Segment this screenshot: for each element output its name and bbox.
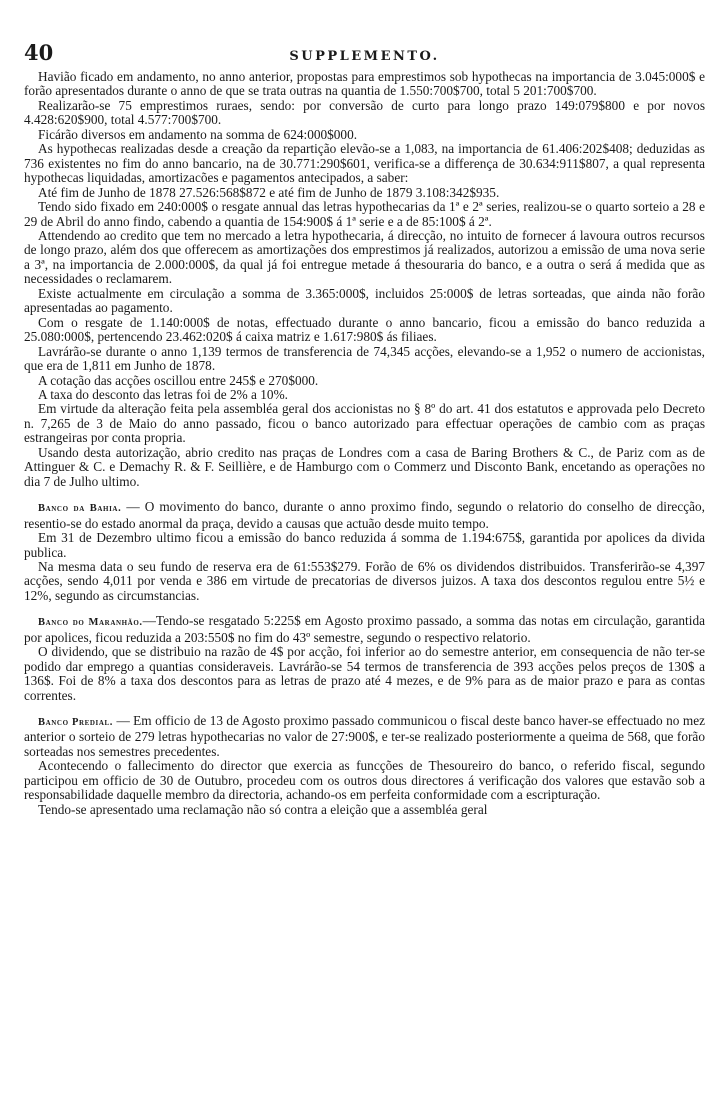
section-banco-bahia bbox=[24, 500, 705, 603]
paragraph: Havião ficado em andamento, no anno anterior, propostas para emprestimos sob hypothecas na importancia de 3.045:000$ e forão apresentados durante o anno de que se trata outras na quantia de 1.550:700$700, total 5 201:700$700. bbox=[24, 69, 705, 99]
paragraph-text: — O movimento do banco, durante o anno proximo findo, segundo o relatorio do conselho de direcção, resentio-se do estado anormal da praça, devido a causas que actuão desde muito tempo. bbox=[24, 499, 706, 531]
paragraph: Até fim de Junho de 1878 27.526:568$872 e até fim de Junho de 1879 3.108:342$935. bbox=[38, 184, 500, 200]
paragraph: A cotação das acções oscillou entre 245$ e 270$000. bbox=[38, 372, 319, 388]
paragraph: A taxa do desconto das letras foi de 2% a 10%. bbox=[38, 386, 288, 402]
paragraph: Tendo-se apresentado uma reclamação não só contra a eleição que a assembléa geral bbox=[38, 801, 488, 817]
paragraph-text: — Em officio de 13 de Agosto proximo passado communicou o fiscal deste banco haver-se effectuado no mez anterior o sorteio de 279 letras hypothecarias no valor de 27:900$, e ter-se realizado posteriormente a queima de 568, que forão sorteadas nos semestres precedentes. bbox=[24, 713, 705, 759]
paragraph: Ficárão diversos em andamento na somma de 624:000$000. bbox=[38, 126, 358, 142]
page-header bbox=[24, 40, 705, 70]
section-banco-predial bbox=[24, 714, 705, 817]
paragraph: Attendendo ao credito que tem no mercado a letra hypothecaria, á direcção, no intuito de fornecer á lavoura outros recursos de longo prazo, além dos que offerecem as amortizações dos emprestimos já realizados, autorizou a emissão de uma nova serie a 3ª, na importancia de 2.000:000$, da qual já foi entregue metade á thesouraria do banco, e a outra o será á medida que as necessidades o reclamarem. bbox=[24, 227, 705, 287]
paragraph: Acontecendo o fallecimento do director que exercia as funcções de Thesoureiro do banco, o referido fiscal, segundo participou em officio de 30 de Outubro, procedeu com os outros dous directores á verificação dos valores que estavão sob a responsabilidade daquelle membro da directoria, achando-os em perfeita conformidade com a escripturação. bbox=[24, 758, 705, 803]
body-text bbox=[24, 70, 705, 817]
paragraph: Tendo sido fixado em 240:000$ o resgate annual das letras hypothecarias da 1ª e 2ª series, realizou-se o quarto sorteio a 28 e 29 de Abril do anno findo, cabendo a quantia de 154:900$ á 1ª serie e a de 85:100$ á 2ª. bbox=[24, 199, 705, 229]
paragraph: Em virtude da alteração feita pela assembléa geral dos accionistas no § 8º do art. 41 dos estatutos e approvada pelo Decreto n. 7,265 de 3 de Maio do anno passado, ficou o banco autorizado para effectuar operações de cambio com as praças estrangeiras por conta propria. bbox=[24, 401, 705, 446]
section-banco-maranhao bbox=[24, 614, 705, 703]
section-heading: Banco da Bahia. bbox=[38, 503, 122, 515]
paragraph: As hypothecas realizadas desde a creação da repartição elevão-se a 1,083, na importancia de 61.406:202$408; deduzidas as 736 existentes no fim do anno bancario, na de 30.771:290$601, verifica-se a differença de 30.634:911$807, a qual representa hypothecas liquidadas, amortizacões e pagamentos antecipados, a saber: bbox=[24, 141, 705, 186]
paragraph-text: —Tendo-se resgatado 5:225$ em Agosto proximo passado, a somma das notas em circulação, garantida por apolices, ficou reduzida a 203:550$ no fim do 43º semestre, segundo o respectivo relatorio. bbox=[24, 613, 705, 645]
paragraph: O dividendo, que se distribuio na razão de 4$ por acção, foi inferior ao do semestre anterior, em consequencia de não ter-se podido dar emprego a quantias consideraveis. Lavrárão-se 54 termos de transferencia de 393 acções pelos preços de 130$ a 136$. Foi de 8% a taxa dos descontos para as letras de prazo até 4 mezes, e de 9% para as de maior prazo e para as contas correntes. bbox=[24, 644, 705, 703]
page-number: 40 bbox=[24, 40, 54, 65]
paragraph: Em 31 de Dezembro ultimo ficou a emissão do banco reduzida á somma de 1.194:675$, garantida por apolices da divida publica. bbox=[24, 530, 705, 560]
section-heading: Banco do Maranhão. bbox=[38, 617, 143, 629]
section-heading: Banco Predial. bbox=[38, 717, 114, 729]
paragraph: Realizarão-se 75 emprestimos ruraes, sendo: por conversão de curto para longo prazo 149:079$800 e por novos 4.428:620$900, total 4.577:700$700. bbox=[24, 97, 705, 128]
paragraph: Usando desta autorização, abrio credito nas praças de Londres com a casa de Baring Brothers & C., de Pariz com as de Attinguer & C. e Demachy R. & F. Seillière, e de Hamburgo com o Commerz und Disconto Bank, encetando as operações no dia 7 de Julho ultimo. bbox=[24, 444, 705, 489]
paragraph: Na mesma data o seu fundo de reserva era de 61:553$279. Forão de 6% os dividendos distribuidos. Transferirão-se 4,397 acções, sendo 4,011 por venda e 386 em virtude de precatorias de diversos juizos. A taxa dos descontos regulou entre 5½ e 12%, segundo as circumstancias. bbox=[24, 558, 705, 603]
section-first-paragraph bbox=[24, 714, 705, 759]
intro-section bbox=[24, 70, 705, 489]
paragraph: Existe actualmente em circulação a somma de 3.365:000$, incluidos 25:000$ de letras sorteadas, que ainda não forão apresentadas ao pagamento. bbox=[24, 285, 705, 316]
section-first-paragraph bbox=[24, 614, 705, 645]
section-first-paragraph bbox=[24, 500, 705, 531]
running-title: SUPPLEMENTO. bbox=[289, 49, 440, 64]
paragraph: Lavrárão-se durante o anno 1,139 termos de transferencia de 74,345 acções, elevando-se a 1,952 o numero de accionistas, que era de 1,811 em Junho de 1878. bbox=[24, 343, 705, 374]
paragraph: Com o resgate de 1.140:000$ de notas, effectuado durante o anno bancario, ficou a emissão do banco reduzida a 25.080:000$, pertencendo 23.462:020$ á caixa matriz e 1.617:980$ ás filiaes. bbox=[24, 314, 705, 345]
